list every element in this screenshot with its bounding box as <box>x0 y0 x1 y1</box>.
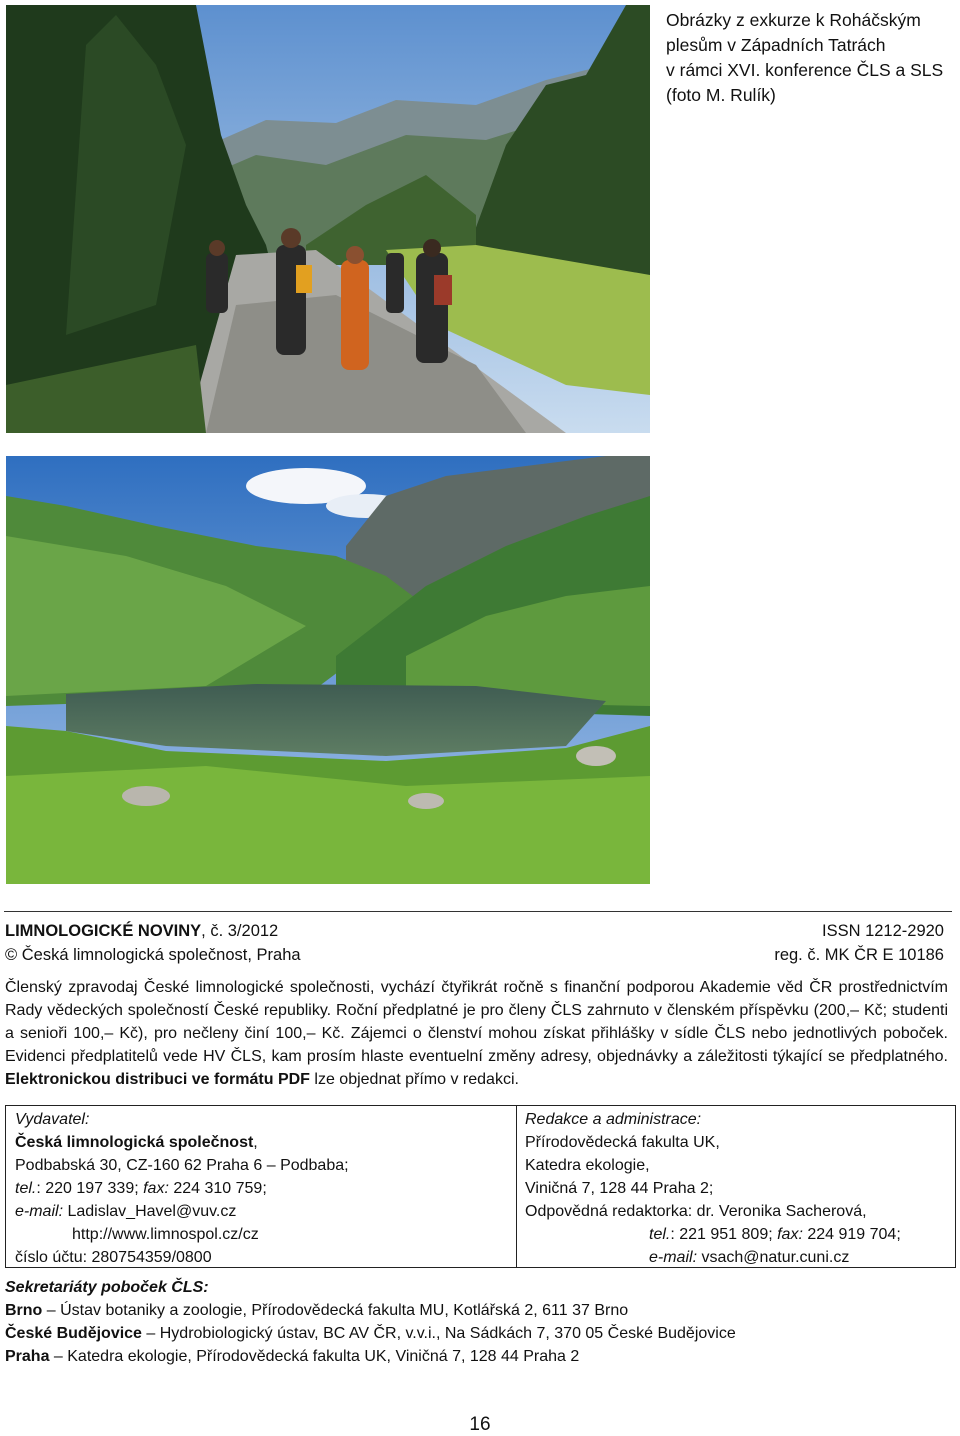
box-divider <box>516 1106 517 1267</box>
editorial-fax-label: fax: <box>777 1226 803 1243</box>
editorial-line: Odpovědná redaktorka: dr. Veronika Sacherová, <box>525 1203 867 1220</box>
publisher-account: číslo účtu: 280754359/0800 <box>15 1249 212 1266</box>
caption-line: Obrázky z exkurze k Roháčským <box>666 10 921 30</box>
branch-detail: – Katedra ekologie, Přírodovědecká fakulta UK, Viničná 7, 128 44 Praha 2 <box>49 1348 580 1365</box>
publisher-tel: : 220 197 339; <box>36 1180 144 1197</box>
issn: ISSN 1212-2920 <box>821 922 944 940</box>
caption-line: v rámci XVI. konference ČLS a SLS <box>666 60 944 80</box>
publisher-email[interactable]: Ladislav_Havel@vuv.cz <box>63 1203 237 1220</box>
branch-item <box>5 1299 945 1322</box>
page-number: 16 <box>469 1414 491 1435</box>
publisher-org-comma: , <box>253 1134 258 1151</box>
contact-box <box>5 1105 956 1268</box>
publisher-heading: Vydavatel: <box>15 1111 90 1128</box>
editorial-tel-label: tel. <box>649 1226 671 1243</box>
publisher-fax-label: fax: <box>143 1180 169 1197</box>
branch-offices <box>5 1276 945 1368</box>
editorial-line: Viničná 7, 128 44 Praha 2; <box>525 1180 714 1197</box>
intro-paragraph <box>5 976 948 1091</box>
branch-item <box>5 1345 945 1368</box>
intro-text: Členský zpravodaj České limnologické společnosti, vychází čtyřikrát ročně s finanční podporou Akademie věd ČR prostřednictvím Rady vědeckých společností České republiky. Roční předplatné je pro členy ČLS zahrnuto v členském příspěvku (200,– Kč; studenti a senioři 100,– Kč), pro nečleny činí 100,– Kč. Zájemci o členství mohou získat přihlášky v sídle ČLS nebo jednotlivých poboček. Evidenci předplatitelů vede HV ČLS, kam prosím hlaste eventuelní změny adresy, objednávky a záležitosti týkající se předplatného. <box>5 979 948 1065</box>
publisher-org: Česká limnologická společnost <box>15 1134 254 1151</box>
branch-detail: – Hydrobiologický ústav, BC AV ČR, v.v.i., Na Sádkách 7, 370 05 České Budějovice <box>141 1325 736 1342</box>
publisher-fax: 224 310 759; <box>168 1180 267 1197</box>
editorial-email-label: e-mail: <box>649 1249 698 1266</box>
editorial-line: Přírodovědecká fakulta UK, <box>525 1134 720 1151</box>
branch-city: Brno <box>5 1302 43 1319</box>
branches-heading: Sekretariáty poboček ČLS: <box>5 1279 209 1296</box>
branch-detail: – Ústav botaniky a zoologie, Přírodovědecká fakulta MU, Kotlářská 2, 611 37 Brno <box>42 1302 629 1319</box>
branch-city: České Budějovice <box>5 1325 142 1342</box>
caption-line: (foto M. Rulík) <box>666 85 776 105</box>
editorial-tel: : 221 951 809; <box>670 1226 778 1243</box>
branch-item <box>5 1322 945 1345</box>
caption-line: plesům v Západních Tatrách <box>666 35 886 55</box>
publication-name: LIMNOLOGICKÉ NOVINY <box>5 922 202 940</box>
publisher-tel-label: tel. <box>15 1180 37 1197</box>
photo-caption <box>666 8 946 108</box>
editorial-fax: 224 919 704; <box>802 1226 901 1243</box>
editorial-heading: Redakce a administrace: <box>525 1111 702 1128</box>
editorial-column <box>525 1108 945 1269</box>
copyright-notice: © Česká limnologická společnost, Praha <box>5 946 301 964</box>
intro-bold-text: Elektronickou distribuci ve formátu PDF <box>5 1071 310 1088</box>
editorial-email[interactable]: vsach@natur.cuni.cz <box>697 1249 850 1266</box>
publisher-web-link[interactable]: http://www.limnospol.cz/cz <box>72 1226 259 1243</box>
intro-tail: lze objednat přímo v redakci. <box>309 1071 519 1088</box>
editorial-line: Katedra ekologie, <box>525 1157 650 1174</box>
branch-city: Praha <box>5 1348 50 1365</box>
issue-number: , č. 3/2012 <box>201 922 279 940</box>
publisher-column <box>15 1108 505 1269</box>
publisher-email-label: e-mail: <box>15 1203 64 1220</box>
publication-title <box>5 920 278 942</box>
photo-hikers-on-road <box>6 5 650 433</box>
publisher-address: Podbabská 30, CZ-160 62 Praha 6 – Podbaba; <box>15 1157 349 1174</box>
horizontal-rule <box>4 911 952 912</box>
registration-number: reg. č. MK ČR E 10186 <box>774 946 944 964</box>
photo-mountain-lake <box>6 456 650 884</box>
